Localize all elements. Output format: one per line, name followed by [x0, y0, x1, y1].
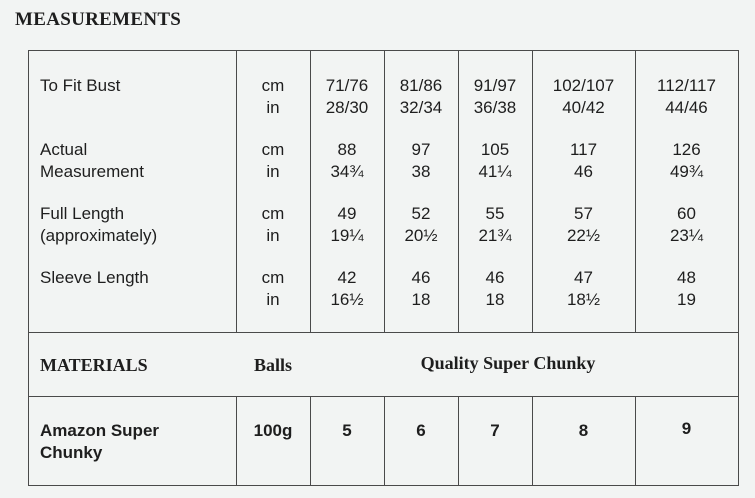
- row-label: Sleeve Length: [40, 268, 149, 287]
- unit-in: in: [266, 226, 280, 245]
- value-in: 36/38: [473, 98, 517, 117]
- value-cm: 48: [677, 268, 696, 287]
- value-in: 41¼: [478, 162, 512, 181]
- value-in: 40/42: [562, 98, 605, 117]
- value-cm: 55: [485, 204, 505, 223]
- value-in: 20½: [404, 226, 438, 245]
- value-in: 49¾: [669, 162, 704, 181]
- row-label-line2: Measurement: [40, 162, 144, 181]
- quality-label: Quality Super Chunky: [420, 353, 596, 373]
- value-in: 18½: [566, 290, 601, 309]
- unit-cm: cm: [261, 76, 285, 95]
- yarn-name: Amazon Super: [40, 421, 160, 440]
- measurements-table: [28, 50, 739, 486]
- ball-count: 7: [490, 421, 500, 440]
- value-cm: 47: [574, 268, 593, 287]
- value-in: 19¼: [330, 226, 364, 245]
- yarn-name-line2: Chunky: [40, 443, 103, 462]
- value-in: 46: [574, 162, 593, 181]
- value-cm: 52: [411, 204, 431, 223]
- row-label: Actual: [40, 140, 88, 159]
- value-in: 32/34: [399, 98, 443, 117]
- value-cm: 88: [337, 140, 357, 159]
- column-divider: [635, 397, 636, 485]
- unit-in: in: [266, 98, 280, 117]
- value-in: 44/46: [665, 98, 708, 117]
- ball-count: 6: [416, 421, 426, 440]
- page-heading: MEASUREMENTS: [15, 9, 182, 30]
- ball-count: 9: [681, 419, 692, 438]
- value-in: 21¾: [478, 226, 512, 245]
- value-in: 18: [485, 290, 505, 309]
- materials-heading: MATERIALS: [40, 355, 148, 375]
- unit-cm: cm: [261, 268, 285, 287]
- value-cm: 105: [480, 140, 510, 159]
- row-divider: [29, 332, 738, 333]
- value-cm: 42: [337, 268, 357, 287]
- value-in: 18: [411, 290, 431, 309]
- value-cm: 126: [672, 140, 701, 159]
- unit-cm: cm: [261, 204, 285, 223]
- value-in: 38: [411, 162, 431, 181]
- unit-cm: cm: [261, 140, 285, 159]
- value-cm: 117: [569, 140, 598, 159]
- row-label: To Fit Bust: [40, 76, 121, 95]
- ball-weight: 100g: [253, 421, 293, 440]
- unit-in: in: [266, 162, 280, 181]
- value-cm: 60: [677, 204, 696, 223]
- balls-label: Balls: [253, 355, 292, 375]
- ball-count: 5: [342, 421, 352, 440]
- unit-in: in: [266, 290, 280, 309]
- value-in: 28/30: [325, 98, 369, 117]
- value-cm: 57: [574, 204, 593, 223]
- row-divider: [29, 396, 738, 397]
- value-cm: 46: [485, 268, 505, 287]
- value-cm: 91/97: [473, 76, 517, 95]
- row-label: Full Length: [40, 204, 125, 223]
- value-in: 34¾: [330, 162, 364, 181]
- value-cm: 112/117: [657, 76, 716, 95]
- value-in: 23¼: [669, 226, 704, 245]
- value-cm: 102/107: [552, 76, 615, 95]
- value-in: 22½: [566, 226, 601, 245]
- value-in: 16½: [330, 290, 364, 309]
- value-in: 19: [677, 290, 696, 309]
- value-cm: 97: [411, 140, 431, 159]
- value-cm: 71/76: [325, 76, 369, 95]
- ball-count: 8: [578, 421, 589, 440]
- row-label-line2: (approximately): [40, 226, 158, 245]
- value-cm: 46: [411, 268, 431, 287]
- value-cm: 81/86: [399, 76, 443, 95]
- value-cm: 49: [337, 204, 357, 223]
